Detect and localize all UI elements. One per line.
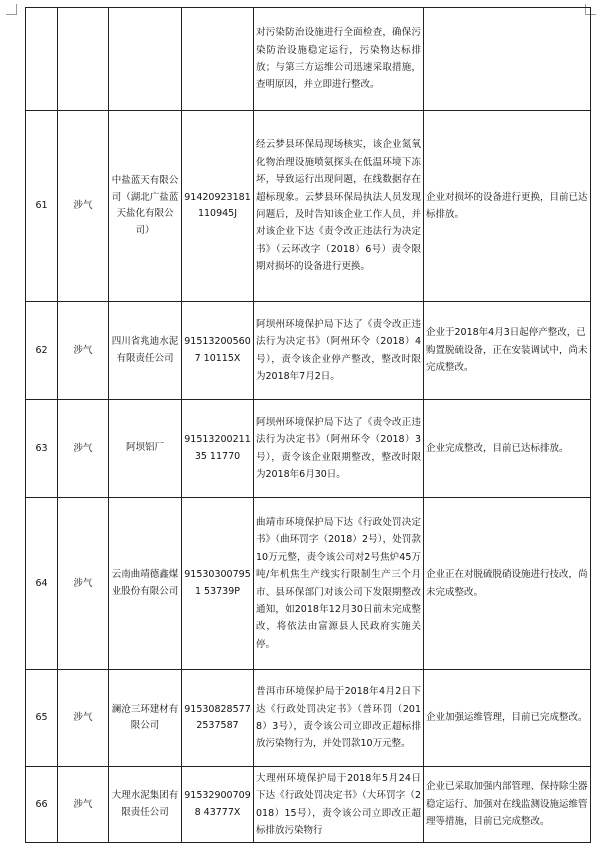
rectification-result: 企业完成整改，目前已达标排放。 [424,400,591,498]
credit-code: 915329007098 43777X [182,767,254,843]
table-row [26,302,591,400]
credit-code: 9151320021135 11770 [182,400,254,498]
row-number [26,8,58,111]
enforcement-table [25,7,591,843]
enforcement-measure: 阿坝州环境保护局下达了《责令改正违法行为决定书》（阿州环令（2018）3号），责令该企业限期整改，整改时限为2018年6月30日。 [254,400,424,498]
enforcement-measure: 普洱市环境保护局于2018年4月2日下达《行政处罚决定书》（普环罚（2018）3号），责令该公司立即改正超标排放污染物行为，并处罚款10万元整。 [254,670,424,767]
company-name: 四川省兆迪水泥有限责任公司 [109,302,182,400]
table-row [26,8,591,111]
company-name: 澜沧三环建材有限公司 [109,670,182,767]
credit-code [182,8,254,111]
company-name: 云南曲靖德鑫煤业股份有限公司 [109,498,182,670]
table-row [26,670,591,767]
row-number: 62 [26,302,58,400]
rectification-result: 企业对损坏的设备进行更换，目前已达标排放。 [424,111,591,302]
rectification-result: 企业已采取加强内部管理、保持除尘器稳定运行、加强对在线监测设施运维管理等措施，目前已完成整改。 [424,767,591,843]
rectification-result [424,8,591,111]
enforcement-measure: 对污染防治设施进行全面检查，确保污染防治设施稳定运行，污染物达标排放；与第三方运维公司迅速采取措施，查明原因，并立即进行整改。 [254,8,424,111]
enforcement-measure: 大理州环境保护局于2018年5月24日下达《行政处罚决定书》（大环罚字（2018）15号），责令该公司立即改正超标排放污染物行 [254,767,424,843]
credit-code: 915308285772537587 [182,670,254,767]
pollution-type: 涉气 [58,767,109,843]
company-name [109,8,182,111]
row-number: 64 [26,498,58,670]
pollution-type: 涉气 [58,400,109,498]
row-number: 66 [26,767,58,843]
table-row [26,498,591,670]
page-corner-mark-left [6,4,17,15]
rectification-result: 企业于2018年4月3日起停产整改，已购置脱硫设备，正在安装调试中，尚未完成整改。 [424,302,591,400]
row-number: 61 [26,111,58,302]
pollution-type: 涉气 [58,498,109,670]
credit-code: 91420923181110945J [182,111,254,302]
row-number: 63 [26,400,58,498]
pollution-type [58,8,109,111]
rectification-result: 企业加强运维管理，目前已完成整改。 [424,670,591,767]
table-row [26,111,591,302]
company-name: 大理水泥集团有限责任公司 [109,767,182,843]
row-number: 65 [26,670,58,767]
company-name: 阿坝铝厂 [109,400,182,498]
company-name: 中盐蓝天有限公司（湖北广盐蓝天盐化有限公司） [109,111,182,302]
table-row [26,767,591,843]
enforcement-measure: 经云梦县环保局现场核实，该企业氮氧化物治理设施喷氨探头在低温环境下冻坏，导致运行出现问题，在线数据存在超标现象。云梦县环保局执法人员发现问题后，及时告知该企业工作人员，并对该企业下达《责令改正违法行为决定书》（云环改字（2018）6号）责令限期对损坏的设备进行更换。 [254,111,424,302]
table-row [26,400,591,498]
enforcement-measure: 阿坝州环境保护局下达了《责令改正违法行为决定书》（阿州环令（2018）4号），责令该企业停产整改，整改时限为2018年7月2日。 [254,302,424,400]
pollution-type: 涉气 [58,111,109,302]
credit-code: 915303007951 53739P [182,498,254,670]
enforcement-measure: 曲靖市环境保护局下达《行政处罚决定书》（曲环罚字（2018）2号），处罚款10万元整，责令该公司对2号焦炉45万吨/年机焦生产线实行限制生产三个月市、县环保部门对该公司下发限期整改通知，如2018年12月30日前未完成整改，将依法由富源县人民政府实施关停。 [254,498,424,670]
pollution-type: 涉气 [58,302,109,400]
rectification-result: 企业正在对脱硫脱硝设施进行技改，尚未完成整改。 [424,498,591,670]
pollution-type: 涉气 [58,670,109,767]
credit-code: 915132005607 10115X [182,302,254,400]
